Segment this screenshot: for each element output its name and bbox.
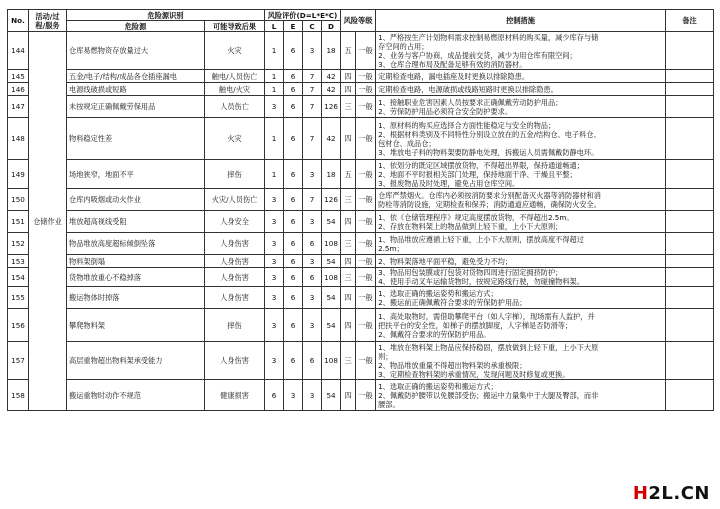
row-no: 144	[8, 32, 29, 70]
C-cell: 6	[303, 233, 322, 255]
L-cell: 3	[265, 211, 284, 233]
L-cell: 1	[265, 70, 284, 83]
D-cell: 54	[322, 211, 341, 233]
measure-line: 2、劳保防护用品必须符合安全防护要求。	[378, 106, 513, 116]
L-cell: 3	[265, 342, 284, 380]
E-cell: 6	[284, 233, 303, 255]
measure-line: 2、业务与客户协商，成品提前交货，减少为用仓库有限空间；	[378, 50, 577, 60]
measure-line: 1、物品堆放应遵循上轻下重，上小下大原则，摆放高度不得超过	[378, 234, 584, 244]
measure-line: 1、依划分的既定区域摆放货物，不得超出界限，保持通道畅通；	[378, 160, 584, 170]
hazard-cell: 搬运重物时动作不规范	[67, 380, 205, 411]
D-cell: 126	[322, 96, 341, 118]
control-measures-cell	[376, 70, 666, 83]
level-roman-cell: 四	[341, 287, 356, 309]
hazard-cell: 堆放超高视线受阻	[67, 211, 205, 233]
row-no: 155	[8, 287, 29, 309]
header-remark: 备注	[666, 10, 714, 32]
D-cell: 54	[322, 287, 341, 309]
consequence-cell: 人身伤害	[205, 287, 265, 309]
level-roman-cell: 三	[341, 233, 356, 255]
hazard-cell: 物品堆放高度超标倾倒坠落	[67, 233, 205, 255]
C-cell: 7	[303, 70, 322, 83]
C-cell: 7	[303, 83, 322, 96]
measure-line: 2、佩戴符合要求的劳保防护用品。	[378, 329, 491, 339]
measure-line: 防栓等消防设施，定期检查和保养；消防通道应通畅，确保防火安全。	[378, 199, 601, 209]
measure-line: 4、使用手动叉车运输货物时，按规定路线行驶，勿碰撞物料架。	[378, 277, 584, 286]
level-roman-cell: 四	[341, 211, 356, 233]
measure-line: 则；	[378, 351, 393, 361]
E-cell: 6	[284, 268, 303, 287]
measure-line: 3、报废物品及时处理，避免占用仓库空间。	[378, 178, 520, 188]
remark-cell	[666, 380, 714, 411]
consequence-cell: 健康损害	[205, 380, 265, 411]
table-row	[8, 118, 714, 160]
measure-line: 1、原材料的购买应选择合方面性能稳定与安全的物品；	[378, 120, 556, 130]
measure-line: 3、仓库合理布局及配备足够有效的消防器材。	[378, 59, 527, 69]
control-measures-cell	[376, 118, 666, 160]
consequence-cell: 人身伤害	[205, 233, 265, 255]
level-roman-cell: 四	[341, 380, 356, 411]
consequence-cell: 摔伤	[205, 309, 265, 342]
C-cell: 3	[303, 160, 322, 189]
E-cell: 6	[284, 309, 303, 342]
D-cell: 108	[322, 233, 341, 255]
header-risk-group: 风险评价(D=L*E*C)	[265, 10, 341, 21]
D-cell: 126	[322, 189, 341, 211]
C-cell: 6	[303, 342, 322, 380]
level-grade-cell: 一般	[356, 380, 376, 411]
header-D: D	[322, 21, 341, 32]
row-no: 151	[8, 211, 29, 233]
E-cell: 6	[284, 83, 303, 96]
measure-line: 仓库严禁烟火。仓库内必须按消防要求分别配备灭火器等消防器材和消	[378, 190, 601, 200]
E-cell: 6	[284, 287, 303, 309]
measure-line: 1、选取正确的搬运姿势和搬运方式；	[378, 381, 498, 391]
remark-cell	[666, 309, 714, 342]
L-cell: 1	[265, 83, 284, 96]
table-row	[8, 380, 714, 411]
level-grade-cell: 一般	[356, 255, 376, 268]
level-roman-cell: 三	[341, 342, 356, 380]
measure-line: 1、接触职业危害因素人员按要求正确佩戴劳动防护用品；	[378, 97, 563, 107]
hazard-cell: 攀爬物料架	[67, 309, 205, 342]
table-body	[8, 32, 714, 411]
level-roman-cell: 四	[341, 118, 356, 160]
table-row	[8, 189, 714, 211]
control-measures-cell	[376, 32, 666, 70]
header-C: C	[303, 21, 322, 32]
header-L: L	[265, 21, 284, 32]
level-grade-cell: 一般	[356, 32, 376, 70]
measure-line: 1、高处取物时，需借助攀爬平台（如人字梯），现场需有人监护，并	[378, 311, 595, 321]
watermark-part2: 2L.CN	[648, 483, 710, 504]
level-grade-cell: 一般	[356, 83, 376, 96]
remark-cell	[666, 118, 714, 160]
remark-cell	[666, 255, 714, 268]
row-no: 148	[8, 118, 29, 160]
hazard-cell: 搬运物体时掉落	[67, 287, 205, 309]
control-measures-cell	[376, 160, 666, 189]
C-cell: 7	[303, 96, 322, 118]
table-row	[8, 160, 714, 189]
C-cell: 7	[303, 189, 322, 211]
measure-line: 定期检查电路，电源破损或线路短路时更换以排除隐患。	[378, 84, 558, 94]
measure-line: 2、根据材料类别及不同特性分别设立放在的五金/结构仓、电子料仓、	[378, 129, 601, 139]
watermark-part1: H	[632, 483, 649, 504]
E-cell: 3	[284, 380, 303, 411]
L-cell: 3	[265, 255, 284, 268]
measure-line: 包材仓、成品仓；	[378, 138, 436, 148]
measure-line: 2、搬运前正确佩戴符合要求的劳保防护用品；	[378, 297, 527, 307]
control-measures-cell	[376, 233, 666, 255]
C-cell: 3	[303, 287, 322, 309]
level-roman-cell: 四	[341, 309, 356, 342]
level-grade-cell: 一般	[356, 118, 376, 160]
E-cell: 6	[284, 255, 303, 268]
measure-line: 1、堆放在物料架上物品应保持稳固，摆放做到上轻下重，上小下大原	[378, 342, 599, 352]
table-row	[8, 211, 714, 233]
measure-line: 2、物料架落地平面平稳，避免受力不均；	[378, 256, 513, 266]
control-measures-cell	[376, 255, 666, 268]
L-cell: 1	[265, 32, 284, 70]
measure-line: 2、佩戴防护腰带以免腰部受伤；搬运中力量集中于大腿及臀部，而非	[378, 390, 599, 400]
E-cell: 6	[284, 160, 303, 189]
L-cell: 6	[265, 380, 284, 411]
level-grade-cell: 一般	[356, 96, 376, 118]
E-cell: 6	[284, 189, 303, 211]
level-grade-cell: 一般	[356, 160, 376, 189]
measure-line: 2、物品堆放重量不得超出物料架的承重极限；	[378, 360, 527, 370]
L-cell: 3	[265, 268, 284, 287]
row-no: 145	[8, 70, 29, 83]
row-no: 153	[8, 255, 29, 268]
control-measures-cell	[376, 268, 666, 287]
consequence-cell: 摔伤	[205, 160, 265, 189]
level-grade-cell: 一般	[356, 309, 376, 342]
risk-assessment-sheet	[7, 9, 713, 411]
consequence-cell: 火灾	[205, 32, 265, 70]
consequence-cell: 人员伤亡	[205, 96, 265, 118]
row-no: 146	[8, 83, 29, 96]
C-cell: 3	[303, 255, 322, 268]
hazard-cell: 电源线破损或短路	[67, 83, 205, 96]
control-measures-cell	[376, 309, 666, 342]
C-cell: 3	[303, 32, 322, 70]
control-measures-cell	[376, 83, 666, 96]
row-no: 157	[8, 342, 29, 380]
remark-cell	[666, 83, 714, 96]
measure-line: 3、物品用包装膜或打包袋对货物四周进行固定拥挤防护；	[378, 268, 563, 277]
hazard-cell: 场地狭窄，地面不平	[67, 160, 205, 189]
L-cell: 1	[265, 160, 284, 189]
control-measures-cell	[376, 96, 666, 118]
remark-cell	[666, 211, 714, 233]
L-cell: 3	[265, 96, 284, 118]
C-cell: 6	[303, 268, 322, 287]
table-row	[8, 309, 714, 342]
E-cell: 6	[284, 96, 303, 118]
hazard-cell: 仓库内吸烟或动火作业	[67, 189, 205, 211]
D-cell: 18	[322, 32, 341, 70]
level-roman-cell: 五	[341, 160, 356, 189]
L-cell: 3	[265, 287, 284, 309]
measure-line: 1、依《仓储管理程序》规定高度摆放货物，不得超出2.5m。	[378, 212, 574, 222]
E-cell: 6	[284, 211, 303, 233]
C-cell: 3	[303, 309, 322, 342]
level-grade-cell: 一般	[356, 70, 376, 83]
header-hazard: 危险源	[67, 21, 205, 32]
control-measures-cell	[376, 342, 666, 380]
level-grade-cell: 一般	[356, 287, 376, 309]
remark-cell	[666, 96, 714, 118]
E-cell: 6	[284, 70, 303, 83]
remark-cell	[666, 342, 714, 380]
level-roman-cell: 三	[341, 189, 356, 211]
remark-cell	[666, 32, 714, 70]
header-no: No.	[8, 10, 29, 32]
L-cell: 3	[265, 189, 284, 211]
header-control: 控制措施	[376, 10, 666, 32]
measure-line: 3、定期检查物料架的承重情况，发现问题及时修复或更换。	[378, 369, 570, 379]
row-no: 154	[8, 268, 29, 287]
measure-line: 定期检查电路，漏电插座及时更换以排除隐患。	[378, 71, 530, 81]
control-measures-cell	[376, 380, 666, 411]
control-measures-cell	[376, 189, 666, 211]
table-row	[8, 70, 714, 83]
header-level: 风险等级	[341, 10, 376, 32]
D-cell: 54	[322, 309, 341, 342]
level-roman-cell: 四	[341, 83, 356, 96]
L-cell: 3	[265, 309, 284, 342]
consequence-cell: 触电/人员伤亡	[205, 70, 265, 83]
hazard-cell: 五金/电子/结构/成品各仓插座漏电	[67, 70, 205, 83]
hazard-cell: 未按规定正确佩戴劳保用品	[67, 96, 205, 118]
D-cell: 42	[322, 118, 341, 160]
remark-cell	[666, 268, 714, 287]
level-roman-cell: 三	[341, 268, 356, 287]
measure-line: 2.5m；	[378, 243, 404, 253]
D-cell: 42	[322, 70, 341, 83]
level-roman-cell: 三	[341, 96, 356, 118]
C-cell: 3	[303, 380, 322, 411]
table-row	[8, 342, 714, 380]
E-cell: 6	[284, 342, 303, 380]
table-row	[8, 83, 714, 96]
measure-line: 把扶平台的安全性，如梯子的摆放脚度，人字梯是否防滑等；	[378, 320, 573, 330]
level-grade-cell: 一般	[356, 211, 376, 233]
table-row	[8, 268, 714, 287]
D-cell: 108	[322, 268, 341, 287]
E-cell: 6	[284, 118, 303, 160]
measure-line: 2、地面不平时报相关部门处理，保持地面干净、干燥且平整；	[378, 169, 577, 179]
table-row	[8, 233, 714, 255]
D-cell: 54	[322, 255, 341, 268]
control-measures-cell	[376, 287, 666, 309]
E-cell: 6	[284, 32, 303, 70]
table-row	[8, 32, 714, 70]
row-no: 149	[8, 160, 29, 189]
row-no: 147	[8, 96, 29, 118]
remark-cell	[666, 160, 714, 189]
L-cell: 1	[265, 118, 284, 160]
level-roman-cell: 四	[341, 255, 356, 268]
hazard-cell: 物料架倒塌	[67, 255, 205, 268]
watermark-logo	[633, 483, 710, 504]
level-grade-cell: 一般	[356, 233, 376, 255]
consequence-cell: 火灾	[205, 118, 265, 160]
level-grade-cell: 一般	[356, 189, 376, 211]
level-roman-cell: 四	[341, 70, 356, 83]
control-measures-cell	[376, 211, 666, 233]
D-cell: 54	[322, 380, 341, 411]
remark-cell	[666, 189, 714, 211]
measure-line: 1、严格按生产计划物料需求控制易燃原材料的购买量，减少库存与储	[378, 32, 599, 42]
table-row	[8, 255, 714, 268]
consequence-cell: 火灾/人员伤亡	[205, 189, 265, 211]
header-activity: 活动/过程/服务	[29, 10, 67, 32]
D-cell: 18	[322, 160, 341, 189]
table-row	[8, 96, 714, 118]
consequence-cell: 人身伤害	[205, 255, 265, 268]
C-cell: 3	[303, 211, 322, 233]
activity-cell: 仓储作业	[29, 32, 67, 411]
row-no: 152	[8, 233, 29, 255]
D-cell: 108	[322, 342, 341, 380]
row-no: 158	[8, 380, 29, 411]
remark-cell	[666, 70, 714, 83]
hazard-cell: 物料稳定性差	[67, 118, 205, 160]
remark-cell	[666, 287, 714, 309]
hazard-cell: 高层重物超出物料架承受能力	[67, 342, 205, 380]
measure-line: 存空间的占用；	[378, 41, 429, 51]
header-consequence: 可能导致后果	[205, 21, 265, 32]
consequence-cell: 人身伤害	[205, 268, 265, 287]
level-roman-cell: 五	[341, 32, 356, 70]
measure-line: 1、选取正确的搬运姿势和搬运方式；	[378, 288, 498, 298]
risk-table	[7, 9, 714, 411]
measure-line: 腰部。	[378, 399, 400, 409]
consequence-cell: 触电/火灾	[205, 83, 265, 96]
D-cell: 42	[322, 83, 341, 96]
hazard-cell: 货物堆放重心不稳掉落	[67, 268, 205, 287]
C-cell: 7	[303, 118, 322, 160]
consequence-cell: 人身伤害	[205, 342, 265, 380]
row-no: 150	[8, 189, 29, 211]
consequence-cell: 人身安全	[205, 211, 265, 233]
table-row	[8, 287, 714, 309]
header-hazard-group: 危险源识别	[67, 10, 265, 21]
remark-cell	[666, 233, 714, 255]
L-cell: 3	[265, 233, 284, 255]
measure-line: 3、堆放电子料的物料架要防静电处理，拆搬运人员需佩戴防静电环。	[378, 147, 599, 157]
level-grade-cell: 一般	[356, 268, 376, 287]
measure-line: 2、存放在物料架上的物品做到上轻下重，上小下大原则；	[378, 221, 563, 231]
header-E: E	[284, 21, 303, 32]
row-no: 156	[8, 309, 29, 342]
hazard-cell: 仓库易燃物资存放量过大	[67, 32, 205, 70]
level-grade-cell: 一般	[356, 342, 376, 380]
